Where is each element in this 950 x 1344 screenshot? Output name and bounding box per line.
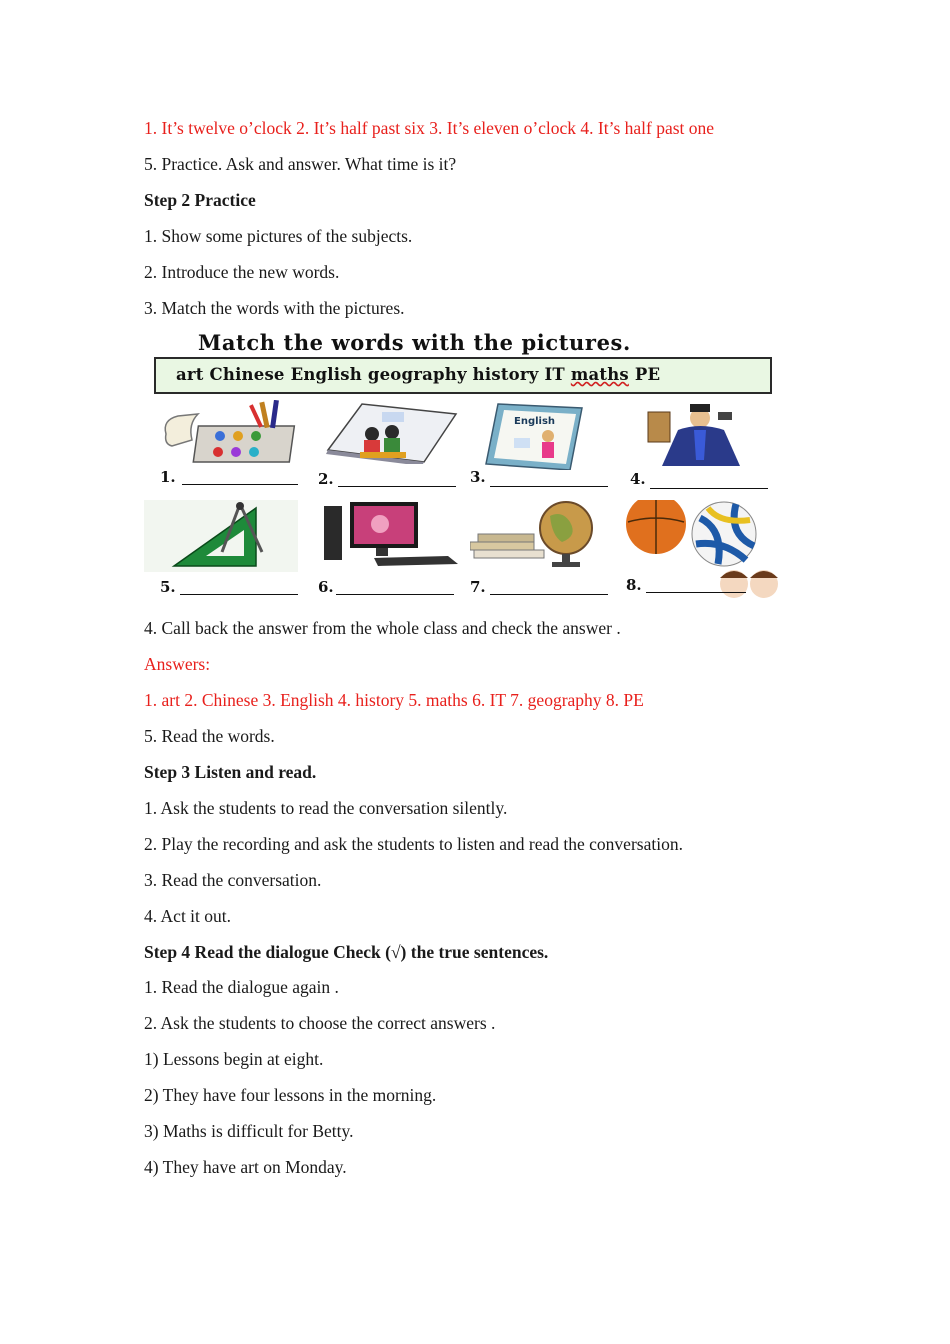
- number-7: 7.: [470, 578, 486, 596]
- picture-8: [624, 500, 790, 600]
- question-1: 1) Lessons begin at eight.: [144, 1049, 324, 1069]
- word-bank-maths: maths: [570, 365, 629, 384]
- picture-4: [628, 400, 778, 512]
- answer-blank-6: [336, 594, 454, 595]
- computer-icon: [318, 500, 468, 566]
- picture-5: [144, 500, 294, 600]
- step-2-heading: Step 2 Practice: [144, 190, 256, 210]
- number-2: 2.: [318, 470, 334, 488]
- number-5: 5.: [160, 578, 176, 596]
- picture-7: [470, 500, 620, 600]
- answer-blank-5: [180, 594, 298, 595]
- step-2-item-4: 4. Call back the answer from the whole class and check the answer .: [144, 618, 621, 638]
- step-2-item-2: 2. Introduce the new words.: [144, 262, 340, 282]
- history-figure-icon: [628, 400, 778, 470]
- step-4-item-2: 2. Ask the students to choose the correct answers .: [144, 1013, 496, 1033]
- balls-icon: [624, 500, 790, 600]
- step-4-heading: Step 4 Read the dialogue Check (√) the true sentences.: [144, 942, 549, 962]
- art-supplies-icon: [158, 400, 308, 464]
- number-1: 1.: [160, 468, 176, 486]
- book-label: English: [514, 416, 556, 427]
- question-4: 4) They have art on Monday.: [144, 1157, 347, 1177]
- step-3-item-3: 3. Read the conversation.: [144, 870, 322, 890]
- time-answers-line: 1. It’s twelve o’clock 2. It’s half past six 3. It’s eleven o’clock 4. It’s half past one: [144, 118, 715, 138]
- step-3-heading: Step 3 Listen and read.: [144, 762, 317, 782]
- word-bank-words: art Chinese English geography history IT: [176, 365, 571, 384]
- word-bank-pe: PE: [628, 365, 661, 384]
- number-4: 4.: [630, 470, 646, 488]
- answer-blank-7: [490, 594, 608, 595]
- answer-blank-2: [338, 486, 456, 487]
- step-2-item-1: 1. Show some pictures of the subjects.: [144, 226, 413, 246]
- step-2-item-3: 3. Match the words with the pictures.: [144, 298, 405, 318]
- answer-blank-1: [182, 484, 298, 485]
- answer-blank-3: [490, 486, 608, 487]
- question-3: 3) Maths is difficult for Betty.: [144, 1121, 354, 1141]
- question-2: 2) They have four lessons in the morning.: [144, 1085, 437, 1105]
- picture-6: [318, 500, 468, 600]
- answer-blank-4: [650, 488, 768, 489]
- answers-label: Answers:: [144, 654, 211, 674]
- word-bank-text: [176, 365, 660, 384]
- picture-2: [316, 400, 466, 512]
- step-4-item-1: 1. Read the dialogue again .: [144, 977, 339, 997]
- practice-line: 5. Practice. Ask and answer. What time is it?: [144, 154, 457, 174]
- answer-blank-8: [646, 592, 746, 593]
- match-worksheet-image: [144, 328, 790, 600]
- worksheet-title: Match the words with the pictures.: [198, 330, 631, 355]
- number-3: 3.: [470, 468, 486, 486]
- step-2-item-5: 5. Read the words.: [144, 726, 275, 746]
- step-3-item-2: 2. Play the recording and ask the students to listen and read the conversation.: [144, 834, 683, 854]
- answers-line: 1. art 2. Chinese 3. English 4. history 5. maths 6. IT 7. geography 8. PE: [144, 690, 644, 710]
- step-3-item-4: 4. Act it out.: [144, 906, 232, 926]
- picture-3: [470, 400, 620, 512]
- globe-books-icon: [470, 500, 620, 568]
- word-bank-box: [154, 357, 772, 394]
- number-6: 6.: [318, 578, 334, 596]
- step-3-item-1: 1. Ask the students to read the conversation silently.: [144, 798, 508, 818]
- picture-1: [158, 400, 308, 512]
- number-8: 8.: [626, 576, 642, 594]
- chinese-book-icon: [316, 400, 466, 464]
- geometry-tools-icon: [144, 500, 298, 572]
- english-book-icon: [470, 400, 620, 470]
